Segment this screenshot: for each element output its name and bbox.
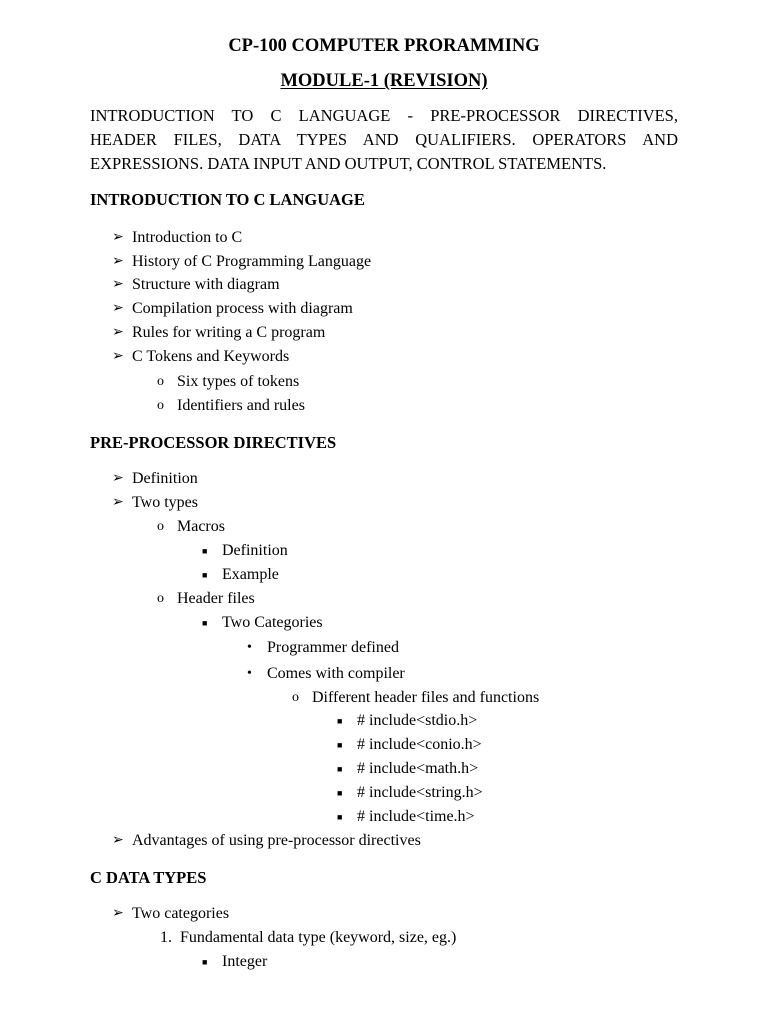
list-item-text: Integer [222,953,268,970]
section-heading: C DATA TYPES [90,868,207,887]
list-item [292,688,539,708]
list-item-text: Introduction to C [132,229,243,246]
list-item [112,493,198,513]
list-item [112,831,421,851]
list-item-text: Definition [132,470,198,487]
circle-bullet-icon: o [157,591,164,606]
intro-line: INTRODUCTION TO C LANGUAGE - PRE-PROCESSOR DIRECTIVES, [90,106,678,125]
arrow-bullet-icon: ➢ [112,471,124,486]
list-item-text: Rules for writing a C program [132,324,326,341]
square-bullet-icon: ■ [337,740,343,750]
list-item [157,589,255,609]
document-title: CP-100 COMPUTER PRORAMMING [228,36,540,56]
circle-bullet-icon: o [157,398,164,413]
intro-line: HEADER FILES, DATA TYPES AND QUALIFIERS. OPERATORS AND [90,130,678,149]
square-bullet-icon: ■ [202,546,208,556]
list-item [202,541,288,561]
circle-bullet-icon: o [157,519,164,534]
section-heading: PRE-PROCESSOR DIRECTIVES [90,433,337,452]
list-item [202,565,279,585]
list-item [247,638,399,658]
square-bullet-icon: ■ [337,788,343,798]
arrow-bullet-icon: ➢ [112,254,124,269]
list-item-text: Fundamental data type (keyword, size, eg.) [180,929,457,946]
list-item-text: # include<time.h> [357,808,475,825]
square-bullet-icon: ■ [337,716,343,726]
number-marker: 1. [160,929,172,946]
list-item [247,664,405,684]
list-item-text: Different header files and functions [312,689,540,706]
list-item-text: Two categories [132,905,230,922]
dot-bullet-icon: • [247,640,252,655]
list-item-text: Compilation process with diagram [132,300,353,317]
list-item [112,228,242,248]
square-bullet-icon: ■ [202,618,208,628]
list-item-text: C Tokens and Keywords [132,348,290,365]
list-item [337,759,478,779]
arrow-bullet-icon: ➢ [112,833,124,848]
list-item [112,469,198,489]
list-item-text: Macros [177,518,225,535]
arrow-bullet-icon: ➢ [112,325,124,340]
list-item [112,323,325,343]
circle-bullet-icon: o [292,690,299,705]
list-item [337,783,483,803]
list-item-text: History of C Programming Language [132,253,372,270]
list-item-text: Two types [132,494,198,511]
list-item [202,613,323,633]
list-item [157,372,299,392]
dot-bullet-icon: • [247,666,252,681]
list-item [337,735,482,755]
arrow-bullet-icon: ➢ [112,277,124,292]
list-item-text: Header files [177,590,255,607]
list-item [112,904,229,924]
square-bullet-icon: ■ [337,812,343,822]
list-item [157,396,305,416]
list-item [112,347,289,367]
document-subtitle: MODULE-1 (REVISION) [280,71,488,91]
square-bullet-icon: ■ [337,764,343,774]
arrow-bullet-icon: ➢ [112,230,124,245]
list-item-text: # include<conio.h> [357,736,482,753]
list-item-text: Programmer defined [267,639,399,656]
arrow-bullet-icon: ➢ [112,495,124,510]
list-item-text: Six types of tokens [177,373,300,390]
intro-line: EXPRESSIONS. DATA INPUT AND OUTPUT, CONTROL STATEMENTS. [90,154,607,173]
list-item-text: Two Categories [222,614,323,631]
list-item [337,807,475,827]
arrow-bullet-icon: ➢ [112,906,124,921]
section-heading: INTRODUCTION TO C LANGUAGE [90,190,365,209]
list-item-text: Structure with diagram [132,276,280,293]
list-item [157,517,225,537]
intro-paragraph [90,104,678,176]
list-item [337,711,477,731]
list-item [160,928,456,948]
list-item [202,952,267,972]
list-item-text: Advantages of using pre-processor directives [132,832,421,849]
list-item [112,275,280,295]
list-item-text: Identifiers and rules [177,397,305,414]
list-item [112,299,353,319]
list-item [112,252,371,272]
list-item-text: Example [222,566,279,583]
square-bullet-icon: ■ [202,570,208,580]
arrow-bullet-icon: ➢ [112,349,124,364]
list-item-text: Definition [222,542,288,559]
list-item-text: # include<string.h> [357,784,483,801]
square-bullet-icon: ■ [202,957,208,967]
list-item-text: # include<stdio.h> [357,712,478,729]
list-item-text: Comes with compiler [267,665,405,682]
circle-bullet-icon: o [157,374,164,389]
arrow-bullet-icon: ➢ [112,301,124,316]
list-item-text: # include<math.h> [357,760,479,777]
